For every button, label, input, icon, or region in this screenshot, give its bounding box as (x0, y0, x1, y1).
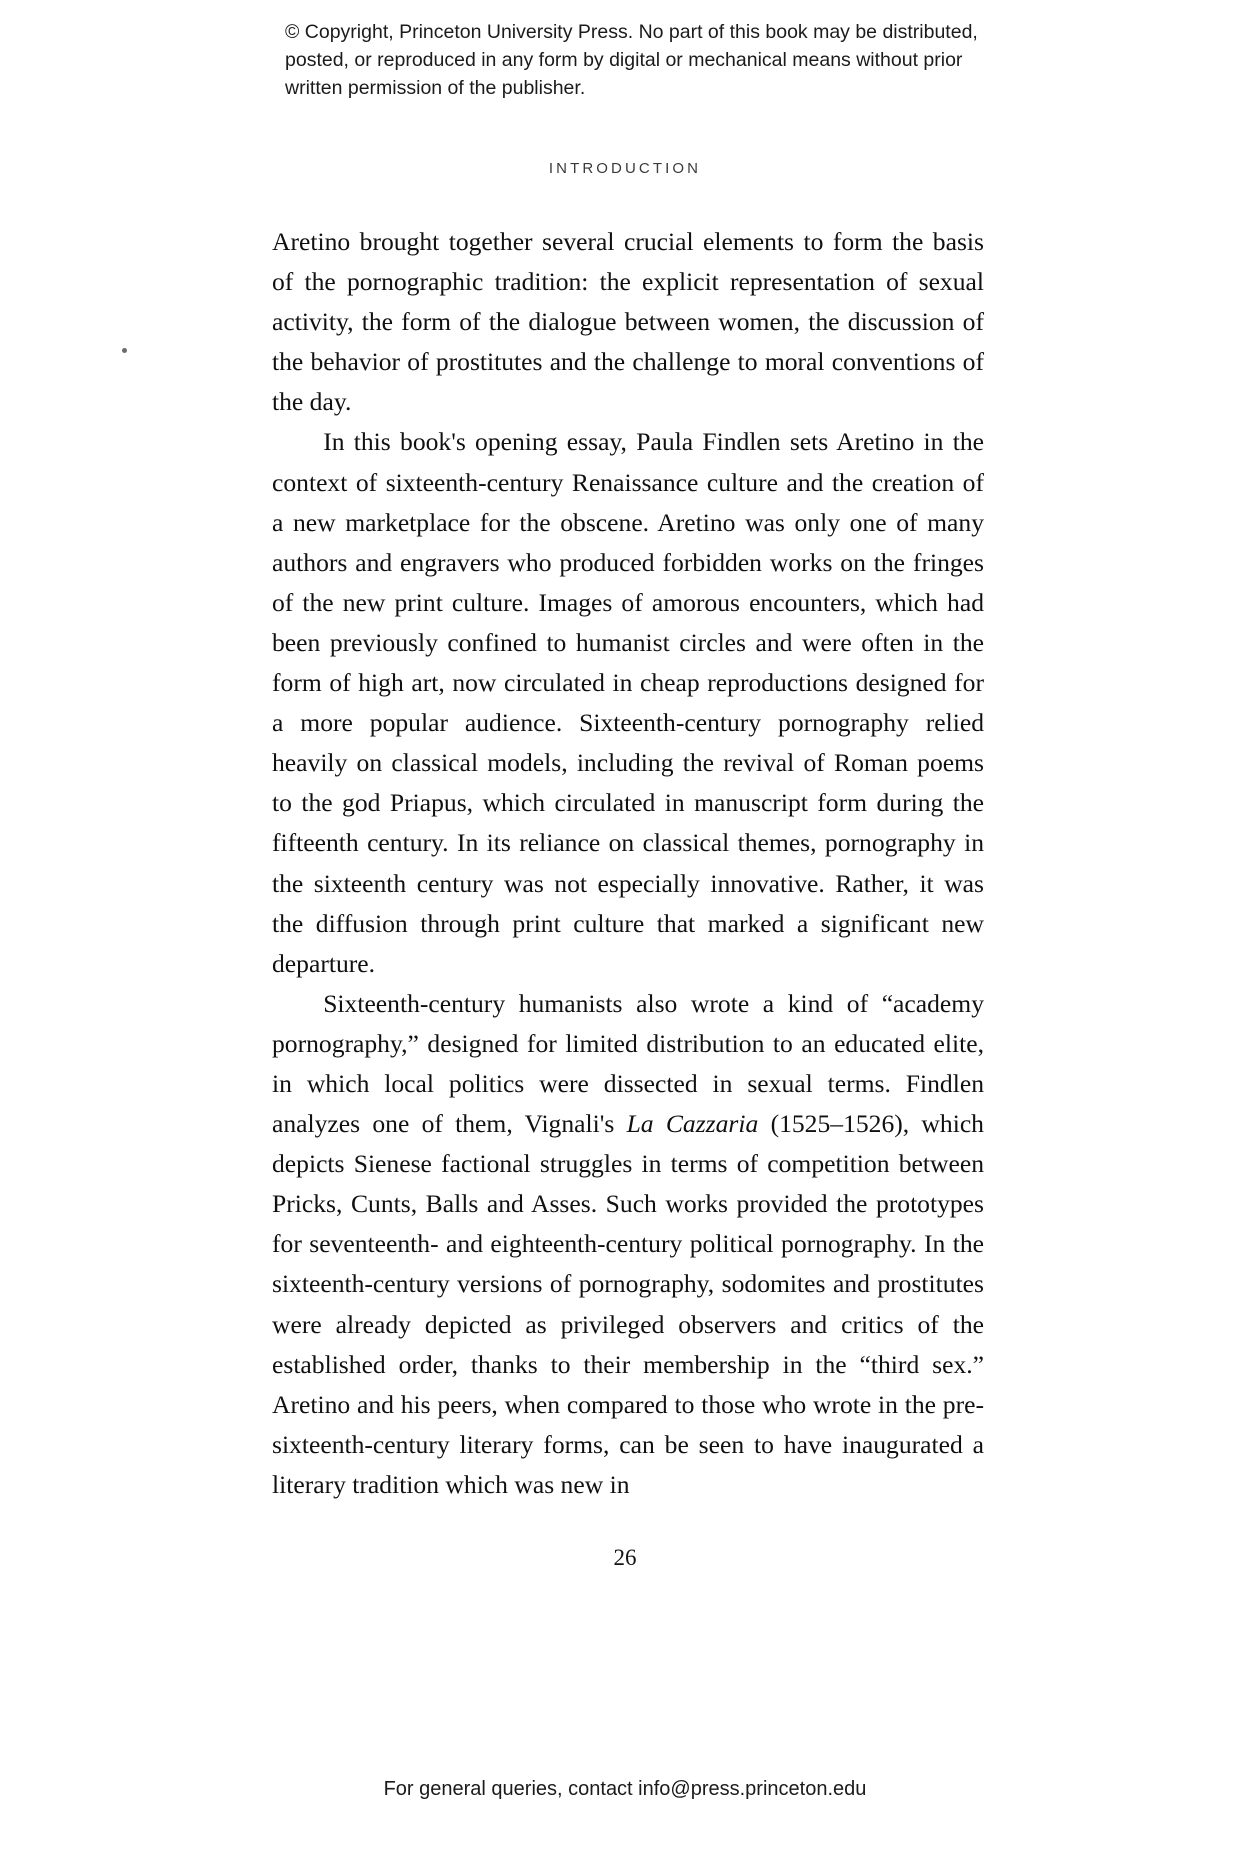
page-number: 26 (613, 1545, 637, 1570)
stray-ink-mark (122, 348, 127, 353)
paragraph-3-after-italic: (1525–1526), which depicts Sienese factional struggles in terms of competition between Pricks, Cunts, Balls and Asses. Such works provided the prototypes for seventeenth- and eighteenth-century political pornography. In the sixteenth-century versions of pornography, sodomites and prostitutes were already depicted as privileged observers and critics of the established order, thanks to their membership in the “third sex.” Aretino and his peers, when compared to those who wrote in the pre-sixteenth-century literary forms, can be seen to have inaugurated a literary tradition which was new in (272, 1109, 984, 1499)
paragraph-3 (272, 984, 984, 1505)
copyright-notice: © Copyright, Princeton University Press. No part of this book may be distributed, posted, or reproduced in any form by digital or mechanical means without prior written permission of the publisher. (285, 21, 978, 100)
running-head: INTRODUCTION (548, 160, 702, 177)
footer-contact-note: For general queries, contact info@press.princeton.edu (383, 1778, 867, 1800)
body-text (272, 222, 984, 1505)
paragraph-2: In this book's opening essay, Paula Findlen sets Aretino in the context of sixteenth-century Renaissance culture and the creation of a new marketplace for the obscene. Aretino was only one of many authors and engravers who produced forbidden works on the fringes of the new print culture. Images of amorous encounters, which had been previously confined to humanist circles and were often in the form of high art, now circulated in cheap reproductions designed for a more popular audience. Sixteenth-century pornography relied heavily on classical models, including the revival of Roman poems to the god Priapus, which circulated in manuscript form during the fifteenth century. In its reliance on classical themes, pornography in the sixteenth century was not especially innovative. Rather, it was the diffusion through print culture that marked a significant new departure. (272, 427, 984, 978)
paragraph-1: Aretino brought together several crucial elements to form the basis of the pornographic tradition: the explicit representation of sexual activity, the form of the dialogue between women, the discussion of the behavior of prostitutes and the challenge to moral conventions of the day. (272, 227, 984, 417)
paragraph-3-before-italic: Sixteenth-century humanists also wrote a kind of “academy pornography,” designed for limited distribution to an educated elite, in which local politics were dissected in sexual terms. Findlen analyzes one of them, Vignali's (272, 988, 984, 1139)
book-title-italic: La Cazzaria (626, 1109, 759, 1139)
